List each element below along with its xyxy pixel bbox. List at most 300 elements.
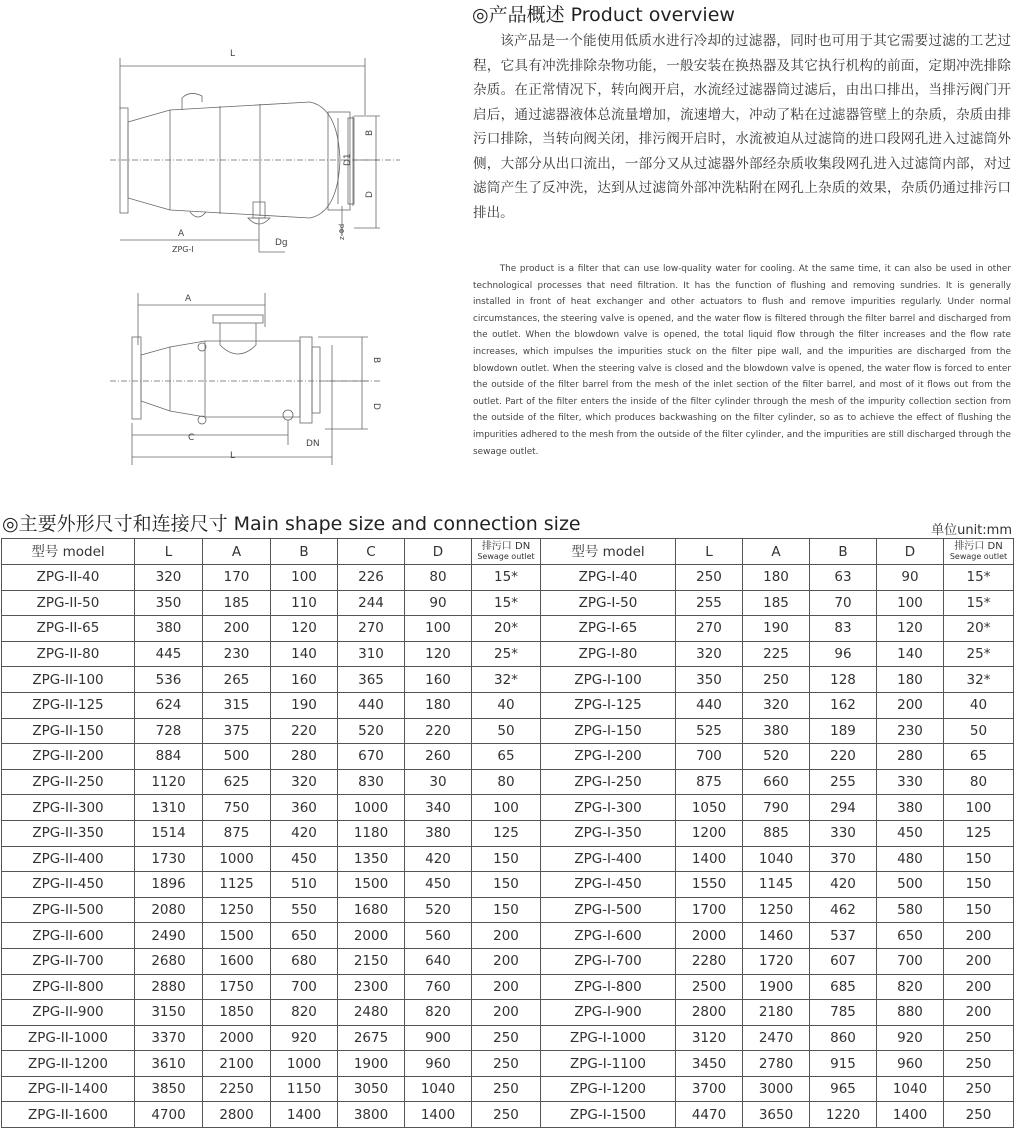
- table-cell: 83: [810, 616, 877, 642]
- table-cell: 100: [944, 795, 1014, 821]
- header-dn-cn-2: 排污口 DN: [954, 540, 1003, 552]
- table-cell: 65: [944, 744, 1014, 770]
- header-l: L: [135, 539, 203, 565]
- table-cell: 80: [944, 769, 1014, 795]
- table-cell: ZPG-II-900: [2, 1000, 135, 1026]
- table-row: [2, 872, 1014, 898]
- table-cell: 380: [405, 820, 472, 846]
- table-cell: 2150: [338, 948, 405, 974]
- header-dn: [472, 539, 541, 565]
- table-cell: 480: [877, 846, 944, 872]
- table-cell: 250: [472, 1102, 541, 1128]
- table-cell: ZPG-I-150: [541, 718, 676, 744]
- table-cell: ZPG-I-1100: [541, 1051, 676, 1077]
- table-cell: ZPG-II-350: [2, 820, 135, 846]
- table-row: [2, 641, 1014, 667]
- table-cell: 50: [472, 718, 541, 744]
- table-cell: 320: [135, 565, 203, 591]
- table-cell: 875: [203, 820, 271, 846]
- table-cell: 1460: [743, 923, 810, 949]
- table-cell: 1400: [271, 1102, 338, 1128]
- table-cell: ZPG-II-65: [2, 616, 135, 642]
- spec-table-header-row: [2, 539, 1014, 565]
- table-cell: 2080: [135, 897, 203, 923]
- drawing2-label-d: D: [371, 403, 381, 410]
- table-cell: 32*: [472, 667, 541, 693]
- table-cell: 537: [810, 923, 877, 949]
- table-cell: 2470: [743, 1025, 810, 1051]
- table-cell: 250: [944, 1102, 1014, 1128]
- table-cell: 185: [743, 590, 810, 616]
- drawing2-label-l: L: [230, 451, 236, 461]
- table-cell: 3050: [338, 1076, 405, 1102]
- table-cell: 226: [338, 565, 405, 591]
- table-row: [2, 974, 1014, 1000]
- table-cell: 2490: [135, 923, 203, 949]
- table-cell: 820: [271, 1000, 338, 1026]
- table-cell: ZPG-I-1000: [541, 1025, 676, 1051]
- table-cell: 280: [271, 744, 338, 770]
- table-cell: 2500: [676, 974, 743, 1000]
- table-cell: 128: [810, 667, 877, 693]
- table-cell: ZPG-II-200: [2, 744, 135, 770]
- table-cell: 30: [405, 769, 472, 795]
- header-dn-cn: 排污口 DN: [481, 540, 531, 552]
- table-cell: ZPG-II-450: [2, 872, 135, 898]
- table-cell: ZPG-I-900: [541, 1000, 676, 1026]
- table-cell: 3370: [135, 1025, 203, 1051]
- table-cell: 220: [271, 718, 338, 744]
- drawing2-label-a: A: [185, 294, 192, 304]
- table-cell: ZPG-I-450: [541, 872, 676, 898]
- table-cell: 3700: [676, 1076, 743, 1102]
- table-cell: 15*: [944, 590, 1014, 616]
- table-cell: 2100: [203, 1051, 271, 1077]
- table-cell: 920: [271, 1025, 338, 1051]
- table-cell: ZPG-II-50: [2, 590, 135, 616]
- table-cell: 120: [877, 616, 944, 642]
- table-cell: 200: [944, 948, 1014, 974]
- header-model: 型号 model: [2, 539, 135, 565]
- table-cell: 1310: [135, 795, 203, 821]
- table-cell: 440: [338, 692, 405, 718]
- header-model-2: 型号 model: [541, 539, 676, 565]
- drawing2-label-dn: DN: [306, 439, 320, 449]
- header-a-2: A: [743, 539, 810, 565]
- table-row: [2, 923, 1014, 949]
- table-cell: 1680: [338, 897, 405, 923]
- header-b: B: [271, 539, 338, 565]
- table-cell: 150: [472, 846, 541, 872]
- table-cell: 170: [203, 565, 271, 591]
- table-cell: 200: [944, 923, 1014, 949]
- table-cell: 150: [944, 846, 1014, 872]
- table-cell: 185: [203, 590, 271, 616]
- table-row: [2, 1102, 1014, 1128]
- table-cell: 40: [944, 692, 1014, 718]
- table-cell: 1896: [135, 872, 203, 898]
- unit-label: 单位unit:mm: [931, 523, 1012, 538]
- table-cell: 450: [271, 846, 338, 872]
- table-row: [2, 744, 1014, 770]
- table-cell: 1350: [338, 846, 405, 872]
- table-cell: 830: [338, 769, 405, 795]
- table-cell: 520: [338, 718, 405, 744]
- table-row: [2, 616, 1014, 642]
- table-cell: 1400: [405, 1102, 472, 1128]
- table-cell: 265: [203, 667, 271, 693]
- table-cell: 280: [877, 744, 944, 770]
- table-cell: 1550: [676, 872, 743, 898]
- table-cell: 220: [405, 718, 472, 744]
- table-cell: 32*: [944, 667, 1014, 693]
- table-cell: ZPG-II-1400: [2, 1076, 135, 1102]
- drawing1-label-d1: D1: [343, 153, 353, 166]
- header-a: A: [203, 539, 271, 565]
- table-cell: 3120: [676, 1025, 743, 1051]
- table-cell: ZPG-II-300: [2, 795, 135, 821]
- table-cell: 360: [271, 795, 338, 821]
- drawing1-label-model: ZPG-I: [172, 245, 194, 254]
- table-cell: ZPG-II-250: [2, 769, 135, 795]
- table-cell: 880: [877, 1000, 944, 1026]
- table-cell: ZPG-II-40: [2, 565, 135, 591]
- table-cell: 380: [135, 616, 203, 642]
- table-cell: 1050: [676, 795, 743, 821]
- table-row: [2, 718, 1014, 744]
- table-cell: ZPG-II-80: [2, 641, 135, 667]
- table-cell: 920: [877, 1025, 944, 1051]
- table-cell: 3850: [135, 1076, 203, 1102]
- table-cell: 140: [271, 641, 338, 667]
- table-cell: 90: [405, 590, 472, 616]
- table-cell: 244: [338, 590, 405, 616]
- table-cell: ZPG-II-400: [2, 846, 135, 872]
- table-cell: ZPG-II-125: [2, 692, 135, 718]
- table-row: [2, 1000, 1014, 1026]
- header-c: C: [338, 539, 405, 565]
- table-cell: 160: [405, 667, 472, 693]
- table-cell: 380: [877, 795, 944, 821]
- table-cell: 2000: [338, 923, 405, 949]
- table-cell: ZPG-II-600: [2, 923, 135, 949]
- table-cell: 180: [743, 565, 810, 591]
- table-cell: 25*: [944, 641, 1014, 667]
- table-cell: 200: [472, 923, 541, 949]
- drawing2-label-b: B: [371, 357, 381, 364]
- table-cell: 1000: [271, 1051, 338, 1077]
- table-cell: 900: [405, 1025, 472, 1051]
- table-cell: 230: [203, 641, 271, 667]
- table-cell: 1500: [203, 923, 271, 949]
- table-cell: ZPG-I-40: [541, 565, 676, 591]
- table-cell: 4700: [135, 1102, 203, 1128]
- table-cell: 820: [405, 1000, 472, 1026]
- table-cell: 450: [405, 872, 472, 898]
- table-cell: 200: [472, 1000, 541, 1026]
- table-cell: 330: [810, 820, 877, 846]
- table-cell: 1150: [271, 1076, 338, 1102]
- table-cell: ZPG-I-700: [541, 948, 676, 974]
- table-cell: 1700: [676, 897, 743, 923]
- table-cell: 1400: [676, 846, 743, 872]
- table-cell: 1120: [135, 769, 203, 795]
- table-row: [2, 1076, 1014, 1102]
- table-cell: 225: [743, 641, 810, 667]
- table-cell: 220: [810, 744, 877, 770]
- table-cell: 1200: [676, 820, 743, 846]
- table-row: [2, 692, 1014, 718]
- table-cell: 1400: [877, 1102, 944, 1128]
- overview-text-en: The product is a filter that can use low-quality water for cooling. At the same time, it can also be used in other technological processes that need filtration. It has the function of flushing and removing sundries. It is generally installed in front of heat exchanger and other actuators to flush and remove impurities regularly. Under normal circumstances, the steering valve is opened, and the water flow is filtered through the filter barrel and discharged from the outlet. When the blowdown valve is opened, the total liquid flow through the filter increases and the flow rate increases, which impulses the impurities stuck on the filter pipe wall, and the impurities are discharged from the blowdown outlet. When the steering valve is closed and the blowdown valve is opened, the water flow is forced to enter the outside of the filter barrel from the mesh of the inlet section of the filter barrel, and most of it flows out from the outlet. Part of the filter enters the inside of the filter cylinder through the mesh of the impurity collection section from the outside of the filter, which produces backwashing on the filter cylinder, so as to achieve the effect of flushing the impurities adhered to the mesh from the outside of the filter cylinder, and the impurities are still discharged through the sewage outlet.: [473, 264, 1011, 457]
- table-cell: 15*: [944, 565, 1014, 591]
- table-cell: 50: [944, 718, 1014, 744]
- table-cell: 1850: [203, 1000, 271, 1026]
- table-cell: ZPG-I-65: [541, 616, 676, 642]
- table-cell: 650: [877, 923, 944, 949]
- table-cell: 885: [743, 820, 810, 846]
- table-cell: 2800: [203, 1102, 271, 1128]
- table-cell: 4470: [676, 1102, 743, 1128]
- overview-title: ◎产品概述 Product overview: [472, 4, 735, 26]
- table-cell: 650: [271, 923, 338, 949]
- table-cell: 1720: [743, 948, 810, 974]
- header-dn-en: Sewage outlet: [477, 551, 535, 561]
- table-cell: 100: [405, 616, 472, 642]
- table-cell: 440: [676, 692, 743, 718]
- table-cell: 340: [405, 795, 472, 821]
- table-cell: 375: [203, 718, 271, 744]
- table-cell: 670: [338, 744, 405, 770]
- table-cell: 750: [203, 795, 271, 821]
- table-cell: 685: [810, 974, 877, 1000]
- table-cell: 1125: [203, 872, 271, 898]
- table-cell: 2280: [676, 948, 743, 974]
- drawing2-label-c: C: [188, 433, 195, 443]
- table-cell: 2180: [743, 1000, 810, 1026]
- table-cell: 500: [877, 872, 944, 898]
- table-cell: 3450: [676, 1051, 743, 1077]
- table-row: [2, 897, 1014, 923]
- table-cell: ZPG-I-1200: [541, 1076, 676, 1102]
- table-cell: 250: [944, 1051, 1014, 1077]
- drawing1-label-d: D: [365, 191, 375, 198]
- table-cell: 3800: [338, 1102, 405, 1128]
- table-cell: 1750: [203, 974, 271, 1000]
- table-cell: 1600: [203, 948, 271, 974]
- table-cell: ZPG-II-500: [2, 897, 135, 923]
- table-cell: 250: [743, 667, 810, 693]
- table-row: [2, 565, 1014, 591]
- table-cell: 255: [676, 590, 743, 616]
- table-cell: 270: [676, 616, 743, 642]
- table-cell: 2480: [338, 1000, 405, 1026]
- table-cell: ZPG-I-1500: [541, 1102, 676, 1128]
- table-cell: 190: [271, 692, 338, 718]
- table-cell: 860: [810, 1025, 877, 1051]
- table-cell: 15*: [472, 565, 541, 591]
- table-cell: ZPG-I-100: [541, 667, 676, 693]
- table-cell: 1000: [203, 846, 271, 872]
- table-cell: 2880: [135, 974, 203, 1000]
- table-cell: 624: [135, 692, 203, 718]
- table-cell: 100: [472, 795, 541, 821]
- table-cell: 500: [203, 744, 271, 770]
- table-cell: 250: [676, 565, 743, 591]
- table-cell: ZPG-I-250: [541, 769, 676, 795]
- table-cell: 320: [743, 692, 810, 718]
- table-cell: 250: [944, 1076, 1014, 1102]
- table-cell: 250: [944, 1025, 1014, 1051]
- table-cell: 420: [810, 872, 877, 898]
- table-cell: 110: [271, 590, 338, 616]
- table-cell: 162: [810, 692, 877, 718]
- header-l-2: L: [676, 539, 743, 565]
- table-cell: 785: [810, 1000, 877, 1026]
- table-cell: 3650: [743, 1102, 810, 1128]
- table-cell: ZPG-I-80: [541, 641, 676, 667]
- table-cell: 700: [676, 744, 743, 770]
- table-cell: 2000: [676, 923, 743, 949]
- table-cell: 680: [271, 948, 338, 974]
- table-cell: 1250: [743, 897, 810, 923]
- table-cell: ZPG-I-500: [541, 897, 676, 923]
- table-cell: 420: [271, 820, 338, 846]
- table-cell: 1250: [203, 897, 271, 923]
- table-row: [2, 1051, 1014, 1077]
- table-cell: 200: [203, 616, 271, 642]
- table-cell: ZPG-I-400: [541, 846, 676, 872]
- table-cell: 180: [877, 667, 944, 693]
- table-cell: ZPG-II-1000: [2, 1025, 135, 1051]
- table-cell: ZPG-I-350: [541, 820, 676, 846]
- table-cell: 20*: [944, 616, 1014, 642]
- table-cell: 150: [472, 897, 541, 923]
- table-cell: ZPG-I-200: [541, 744, 676, 770]
- table-row: [2, 846, 1014, 872]
- table-cell: 1180: [338, 820, 405, 846]
- table-cell: 380: [743, 718, 810, 744]
- spec-section-title: ◎主要外形尺寸和连接尺寸 Main shape size and connection size: [2, 513, 581, 535]
- table-cell: 2675: [338, 1025, 405, 1051]
- table-cell: 3000: [743, 1076, 810, 1102]
- table-cell: 525: [676, 718, 743, 744]
- table-cell: 15*: [472, 590, 541, 616]
- table-cell: 1500: [338, 872, 405, 898]
- table-cell: 120: [271, 616, 338, 642]
- table-cell: 700: [271, 974, 338, 1000]
- table-cell: 445: [135, 641, 203, 667]
- table-cell: 70: [810, 590, 877, 616]
- header-b-2: B: [810, 539, 877, 565]
- zpg-i-drawing: [110, 40, 410, 270]
- table-cell: 2780: [743, 1051, 810, 1077]
- table-cell: 965: [810, 1076, 877, 1102]
- table-cell: 250: [472, 1076, 541, 1102]
- table-cell: 820: [877, 974, 944, 1000]
- table-cell: ZPG-II-1600: [2, 1102, 135, 1128]
- table-cell: 960: [877, 1051, 944, 1077]
- table-cell: ZPG-II-100: [2, 667, 135, 693]
- table-cell: 125: [944, 820, 1014, 846]
- table-cell: 250: [472, 1025, 541, 1051]
- drawing1-label-l: L: [230, 49, 236, 59]
- table-cell: 365: [338, 667, 405, 693]
- table-cell: 120: [405, 641, 472, 667]
- table-cell: ZPG-I-125: [541, 692, 676, 718]
- table-cell: 625: [203, 769, 271, 795]
- table-cell: 580: [877, 897, 944, 923]
- table-cell: 660: [743, 769, 810, 795]
- table-cell: 3610: [135, 1051, 203, 1077]
- table-cell: 250: [472, 1051, 541, 1077]
- table-cell: 310: [338, 641, 405, 667]
- table-cell: 462: [810, 897, 877, 923]
- table-cell: 80: [472, 769, 541, 795]
- zpg-ii-drawing: [110, 285, 410, 475]
- table-cell: 230: [877, 718, 944, 744]
- table-cell: ZPG-II-1200: [2, 1051, 135, 1077]
- table-cell: 1900: [743, 974, 810, 1000]
- table-cell: 125: [472, 820, 541, 846]
- table-row: [2, 795, 1014, 821]
- table-cell: ZPG-II-700: [2, 948, 135, 974]
- table-row: [2, 769, 1014, 795]
- table-cell: 96: [810, 641, 877, 667]
- table-cell: 760: [405, 974, 472, 1000]
- table-cell: 160: [271, 667, 338, 693]
- table-cell: 20*: [472, 616, 541, 642]
- table-cell: 25*: [472, 641, 541, 667]
- header-dn-en-2: Sewage outlet: [949, 551, 1008, 561]
- table-cell: ZPG-I-300: [541, 795, 676, 821]
- table-cell: 2250: [203, 1076, 271, 1102]
- table-cell: ZPG-I-600: [541, 923, 676, 949]
- table-cell: 270: [338, 616, 405, 642]
- table-cell: 255: [810, 769, 877, 795]
- table-cell: 350: [135, 590, 203, 616]
- table-cell: 294: [810, 795, 877, 821]
- table-cell: 2680: [135, 948, 203, 974]
- table-cell: 790: [743, 795, 810, 821]
- drawing1-label-dg: Dg: [275, 238, 288, 248]
- table-cell: 1000: [338, 795, 405, 821]
- table-cell: 350: [676, 667, 743, 693]
- table-cell: 180: [405, 692, 472, 718]
- table-cell: 960: [405, 1051, 472, 1077]
- header-dn-2: [944, 539, 1014, 565]
- table-cell: ZPG-II-800: [2, 974, 135, 1000]
- table-cell: 260: [405, 744, 472, 770]
- table-cell: 1900: [338, 1051, 405, 1077]
- table-cell: 320: [271, 769, 338, 795]
- table-cell: 200: [472, 974, 541, 1000]
- overview-text-cn: 该产品是一个能使用低质水进行冷却的过滤器，同时也可用于其它需要过滤的工艺过程，它具有冲洗排除杂物功能，一般安装在换热器及其它执行机构的前面，定期冲洗排除杂质。在正常情况下，转向阀开启，水流经过滤器筒过滤后，由出口排出，当排污阀门开启后，通过滤器液体总流量增加，流速增大，冲动了粘在过滤器管壁上的杂质，杂质由排污口排除，当转向阀关闭，排污阀开启时，水流被迫从过滤筒的进口段网孔进入过滤筒外侧，大部分从出口流出，一部分又从过滤器外部经杂质收集段网孔进入过滤筒内部，对过滤筒产生了反冲洗，达到从过滤筒外部冲洗粘附在网孔上杂质的效果，杂质仍通过排污口排出。: [473, 33, 1011, 221]
- table-row: [2, 1025, 1014, 1051]
- table-cell: 875: [676, 769, 743, 795]
- table-cell: 2800: [676, 1000, 743, 1026]
- table-cell: 330: [877, 769, 944, 795]
- table-cell: 884: [135, 744, 203, 770]
- table-cell: 140: [877, 641, 944, 667]
- table-cell: 200: [944, 974, 1014, 1000]
- table-row: [2, 590, 1014, 616]
- table-cell: 3150: [135, 1000, 203, 1026]
- table-cell: 700: [877, 948, 944, 974]
- table-cell: 1220: [810, 1102, 877, 1128]
- table-cell: 2300: [338, 974, 405, 1000]
- table-cell: 915: [810, 1051, 877, 1077]
